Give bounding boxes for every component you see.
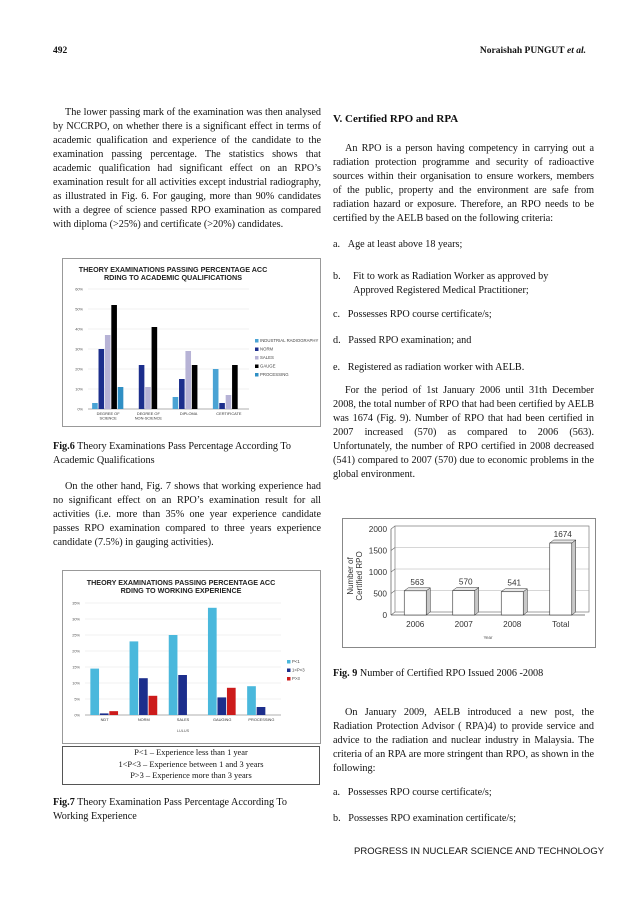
fig7-chart (62, 570, 321, 744)
y-tick-label: 0 (382, 611, 387, 620)
bar-side (475, 587, 479, 615)
bar-top (550, 540, 576, 543)
bar (90, 669, 99, 715)
y-tick-label: 15% (72, 664, 80, 670)
chart-title: RDING TO WORKING EXPERIENCE (120, 586, 242, 596)
criteria-item: a. Age at least above 18 years; (333, 239, 463, 250)
y-axis-label: Number ofCertified RPO (346, 551, 364, 601)
x-axis-label: Year (483, 635, 493, 640)
bar (118, 387, 124, 409)
fig7-legend-box (62, 746, 320, 785)
y-tick-label: 35% (72, 600, 80, 606)
x-tick-label: NDT (100, 717, 109, 722)
y-tick-label: 10% (75, 386, 83, 392)
bar (100, 713, 109, 715)
y-tick-label: 60% (75, 286, 83, 292)
bar-top (404, 588, 430, 591)
bar (217, 697, 226, 715)
x-tick-label: NORM (137, 717, 150, 722)
criteria-item: b. Fit to work as Radiation Worker as approved by Approved Registered Medical Practitioner; (333, 271, 549, 296)
bar (139, 678, 148, 715)
criteria-item: e. Registered as radiation worker with AELB. (333, 362, 525, 373)
criteria-item: c. Possesses RPO course certificate/s; (333, 309, 492, 320)
x-tick-label: 2008 (503, 620, 522, 629)
y-tick-label: 30% (75, 346, 83, 352)
y-tick-label: 5% (74, 696, 80, 702)
page-number: 492 (53, 46, 68, 56)
bar-side (572, 540, 576, 615)
bar (550, 543, 572, 615)
x-tick-label: SCIENCE (99, 415, 117, 421)
bar-top (501, 589, 527, 592)
bar (213, 369, 219, 409)
bar (453, 590, 475, 615)
bar (178, 675, 187, 715)
bar (152, 327, 158, 409)
fig6-caption: Fig.6 Theory Examinations Pass Percentage According To Academic Qualifications (53, 441, 291, 466)
bar (179, 379, 185, 409)
bar (227, 688, 236, 715)
right-paragraph-1: An RPO is a person having competency in carrying out a radiation protection programme and security of radioactive sources within their organisation to ensure workers, members of the public, property and the environment are safe from radiation hazard or exposure. Therefore, an RPO needs to be certified by the AELB based on the following criteria: (333, 143, 594, 224)
bar (192, 365, 198, 409)
bar (219, 403, 225, 409)
tick (391, 548, 395, 551)
legend-swatch (255, 365, 259, 369)
fig7-legend-line: P>3 – Experience more than 3 years (130, 771, 252, 780)
right-paragraph-2: For the period of 1st January 2006 until 31th December 2008, the total number of RPO that had been certified by AELB was 1674 (Fig. 9). Number of RPO that had been certified in 2007 increased (570) as compared to 2006 (563). Unfortunately, the number of RPO certified in 2008 decreased (541) compared to 2007 (570) due to economic problems in the global environment. (333, 385, 594, 480)
x-tick-label: DIPLOMA (179, 411, 198, 416)
bar (130, 641, 139, 715)
fig7-legend-line: 1<P<3 – Experience between 1 and 3 years (118, 759, 264, 769)
bar-top (453, 587, 479, 590)
bar (404, 591, 426, 615)
legend-label: PROCESSING (260, 372, 289, 377)
x-tick-label: SALES (176, 717, 190, 722)
legend-swatch (287, 677, 291, 681)
legend-label: 1<P<3 (292, 667, 305, 673)
tick (391, 526, 395, 529)
rpa-criteria-item: a. Possesses RPO course certificate/s; (333, 787, 492, 798)
x-tick-label: PROCESSING (248, 717, 275, 722)
bar (208, 608, 217, 715)
y-tick-label: 0% (77, 406, 83, 412)
bar (169, 635, 178, 715)
legend-swatch (255, 339, 259, 343)
chart-title: THEORY EXAMINATIONS PASSING PERCENTAGE ACC (78, 265, 268, 274)
right-paragraph-3: On January 2009, AELB introduced a new post, the Radiation Protection Advisor ( RPA)4) to provide service and advice to the radiation and nuclear industry in Malaysia. The criteria of an RPA are more stringent than RPO, as shown in the following: (333, 707, 594, 774)
x-tick-label: 2006 (406, 620, 425, 629)
y-tick-label: 30% (72, 616, 80, 622)
y-tick-label: 25% (72, 632, 80, 638)
x-tick-label: GAUGING (213, 717, 232, 722)
bar (105, 335, 111, 409)
bar (99, 349, 105, 409)
tick (391, 612, 395, 615)
y-tick-label: 20% (72, 648, 80, 654)
left-paragraph-1: The lower passing mark of the examination was then analysed by NCCRPO, on whether there is a significant effect in terms of academic qualification and experience of the candidate to the examination passing percentage. The statistics shows that academic qualification had significant effect on an RPO’s examination result for all activities except industrial radiography, as illustrated in Fig. 6. For gauging, more than 90% candidates with a degree of science passed RPO examination as compared with diploma (>25%) and certificate (>20%) candidates. (53, 107, 321, 230)
bar (501, 592, 523, 615)
legend-label: INDUSTRIAL RADIOGRAPHY (260, 338, 319, 343)
legend-swatch (287, 660, 291, 664)
fig7-legend-line: P<1 – Experience less than 1 year (134, 748, 248, 757)
legend-label: GAUGE (260, 363, 276, 369)
tick (391, 569, 395, 572)
journal-footer: PROGRESS IN NUCLEAR SCIENCE AND TECHNOLOGY (354, 846, 605, 857)
legend-swatch (287, 669, 291, 673)
criteria-item: d. Passed RPO examination; and (333, 335, 472, 346)
bar (149, 696, 158, 715)
legend-label: P>3 (292, 676, 300, 681)
running-header: Noraishah PUNGUT et al. (479, 46, 586, 56)
x-tick-label: NON-SCIENCE (134, 415, 162, 421)
y-tick-label: 1000 (368, 568, 387, 577)
x-tick-label: Total (552, 620, 570, 629)
legend-label: SALES (260, 355, 274, 360)
data-label: 570 (458, 577, 473, 587)
data-label: 1674 (553, 530, 572, 540)
x-tick-label: DEGREE OF (136, 411, 160, 416)
legend-swatch (255, 373, 259, 377)
bar (226, 395, 232, 409)
bar (257, 707, 266, 715)
x-tick-label: 2007 (454, 620, 473, 629)
rpa-criteria-item: b. Possesses RPO examination certificate/s; (333, 813, 517, 824)
legend-swatch (255, 356, 259, 360)
fig9-caption: Fig. 9 Number of Certified RPO Issued 2006 -2008 (333, 668, 544, 679)
y-tick-label: 10% (72, 680, 80, 686)
bar (145, 387, 151, 409)
y-tick-label: 2000 (368, 525, 387, 534)
y-tick-label: 500 (373, 589, 387, 599)
chart-title: THEORY EXAMINATIONS PASSING PERCENTAGE ACC (86, 578, 276, 587)
bar-side (426, 588, 430, 615)
fig6-chart (62, 258, 321, 427)
chart-title: RDING TO ACADEMIC QUALIFICATIONS (103, 273, 243, 283)
fig9-chart (342, 518, 596, 648)
y-tick-label: 20% (75, 366, 83, 372)
x-tick-label: DEGREE OF (96, 411, 120, 416)
bar (111, 305, 117, 409)
bar (139, 365, 145, 409)
legend-label: NORM (260, 346, 274, 352)
y-tick-label: 0% (74, 712, 80, 718)
legend-swatch (255, 348, 259, 352)
bar (185, 351, 191, 409)
section-heading: V. Certified RPO and RPA (333, 113, 459, 125)
x-tick-label: CERTIFICATE (216, 411, 242, 416)
y-tick-label: 50% (75, 306, 83, 312)
bar (173, 397, 179, 409)
bar-side (523, 589, 527, 615)
bar (232, 365, 238, 409)
tick (391, 591, 395, 594)
left-paragraph-2: On the other hand, Fig. 7 shows that working experience had no significant effect on an RPO’s examination result for all activities (i.e. more than 35% one year experience candidate passes RPO examination compared to three years experience candidate (7.5%) in gauging activities). (53, 481, 321, 548)
bar (109, 711, 118, 715)
data-label: 541 (507, 578, 522, 588)
bar (92, 403, 98, 409)
x-axis-label: LULUS (176, 729, 190, 733)
data-label: 563 (410, 577, 425, 587)
bar (247, 686, 256, 715)
y-tick-label: 1500 (368, 546, 387, 556)
fig7-caption: Fig.7 Theory Examination Pass Percentage According To Working Experience (53, 797, 288, 822)
y-tick-label: 40% (75, 326, 83, 332)
legend-label: P<1 (292, 659, 300, 664)
